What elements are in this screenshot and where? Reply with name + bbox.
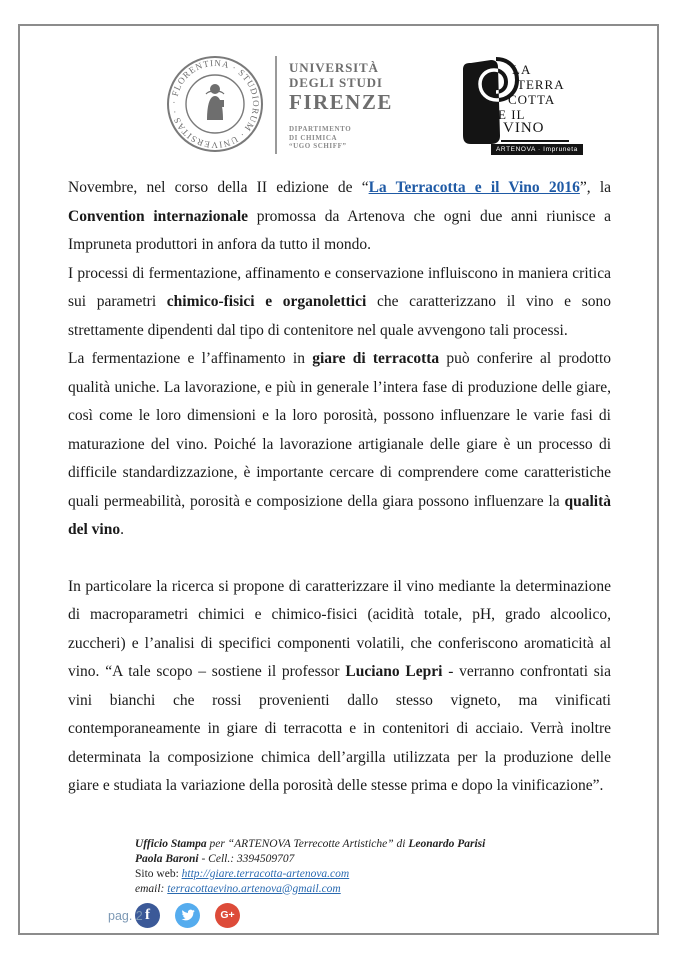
text-run-bold: Luciano Lepri: [345, 663, 443, 680]
text-run: promossa da Artenova che ogni due anni riunisce a Impruneta produttori in anfora da tutto il mondo.: [68, 207, 611, 253]
press-office-line: [135, 837, 657, 852]
twitter-bird-icon: [181, 908, 195, 922]
text-run-bold: chimico-fisici e organolettici: [166, 293, 367, 310]
logo-word: VINO: [503, 120, 545, 136]
website-label: Sito web:: [135, 867, 182, 880]
department-line: “UGO SCHIFF”: [289, 142, 347, 150]
press-contact-name: Leonardo Parisi: [408, 837, 486, 850]
logo-word: E IL: [498, 107, 526, 122]
university-name-line: UNIVERSITÀ: [289, 60, 379, 75]
logo-word: TERRA: [517, 77, 565, 92]
document-header: [20, 26, 657, 174]
facebook-glyph: f: [145, 906, 150, 923]
email-line: [135, 882, 657, 897]
link-la-terracotta-e-il-vino-2016[interactable]: La Terracotta e il Vino 2016: [368, 179, 580, 196]
text-run: può conferire al prodotto qualità uniche. La lavorazione, e più in generale l’intera fase di produzione delle giare, così come le loro dimensioni e la loro porosità, possono influenzare le varie fasi di maturazione del vino. Poiché la lavorazione artigianale delle giare è un processo di difficile standardizzazione, è importante cercare di comprendere come caratteristiche quali permeabilità, porosità e composizione della giara possono influenzare la: [68, 350, 612, 510]
text-run: I processi di fermentazione, affinamento e conservazione influiscono in maniera critica sui parametri: [68, 264, 611, 310]
logo-subtitle: ARTENOVA · Impruneta: [491, 144, 583, 155]
logo-divider: [275, 56, 277, 154]
website-link[interactable]: http://giare.terracotta-artenova.com: [181, 867, 350, 880]
paragraph-fermentazione: [68, 345, 611, 545]
website-line: [135, 867, 657, 882]
social-links: [135, 903, 657, 928]
logo-word: COTTA: [508, 92, 556, 107]
email-link[interactable]: terracottaevino.artenova@gmail.com: [167, 882, 341, 895]
email-label: email:: [135, 882, 168, 895]
paragraph-ricerca: [68, 573, 611, 801]
article-body: [20, 174, 657, 801]
paragraph-processi: [68, 260, 611, 346]
google-plus-glyph: G+: [220, 909, 235, 921]
university-name-block: [289, 54, 393, 151]
twitter-icon[interactable]: [175, 903, 200, 928]
contact-name: Paola Baroni: [135, 852, 199, 865]
page-border-frame: [18, 24, 659, 935]
text-run: che caratterizzano il vino e sono strettamente dipendenti dal tipo di contenitore nel quale avvengono tali processi.: [68, 293, 611, 339]
university-of-florence-logo: [165, 54, 393, 154]
logo-underline: [501, 140, 569, 142]
terracotta-e-il-vino-logo: [455, 56, 578, 164]
phone-number: - Cell.: 3394509707: [198, 852, 295, 865]
text-run: Novembre, nel corso della II edizione de “: [68, 179, 369, 196]
text-run: ”, la: [579, 179, 612, 196]
page-number: pag. 2: [108, 909, 143, 923]
phone-line: [135, 852, 657, 867]
text-run-bold: Convention internazionale: [68, 207, 249, 225]
text-run-bold: giare di terracotta: [312, 350, 440, 367]
university-name-line: DEGLI STUDI: [289, 75, 383, 90]
text-run: per “ARTENOVA Terrecotte Artistiche” di: [206, 837, 409, 850]
press-office-label: Ufficio Stampa: [135, 837, 207, 850]
university-name-line: FIRENZE: [289, 90, 393, 114]
department-line: DI CHIMICA: [289, 133, 338, 142]
text-run: .: [120, 521, 124, 538]
paragraph-convention: [68, 174, 611, 260]
text-run-bold: qualità del vino: [68, 492, 611, 538]
university-seal-icon: [165, 54, 265, 154]
text-run: La fermentazione e l’affinamento in: [68, 350, 313, 367]
google-plus-icon[interactable]: [215, 903, 240, 928]
seal-ring-text: · FLORENTINA · STUDIORUM · UNIVERSITAS ·: [168, 57, 262, 151]
department-line: DIPARTIMENTO: [289, 125, 352, 133]
seal-figure-icon: [206, 84, 224, 120]
text-run: In particolare la ricerca si propone di caratterizzare il vino mediante la determinazione di macroparametri chimici e chimico-fisici (acidità totale, pH, grado alcoolico, zuccheri) e l’analisi di specifici componenti volatili, che conferiscono aromaticità al vino. “A tale scopo – sostiene il professor: [68, 577, 611, 680]
logo-word: LA: [512, 62, 532, 77]
text-run: - verranno confrontati sia vini bianchi che rossi provenienti dallo stesso vigneto, ma vinificati contemporaneamente in giare di terracotta e in contenitori di acciaio. Verrà inoltre determinata la composizione chimica dell’argilla utilizzata per la produzione delle giare e studiata la variazione della porosità delle stesse prima e dopo la vinificazione”.: [68, 663, 611, 794]
